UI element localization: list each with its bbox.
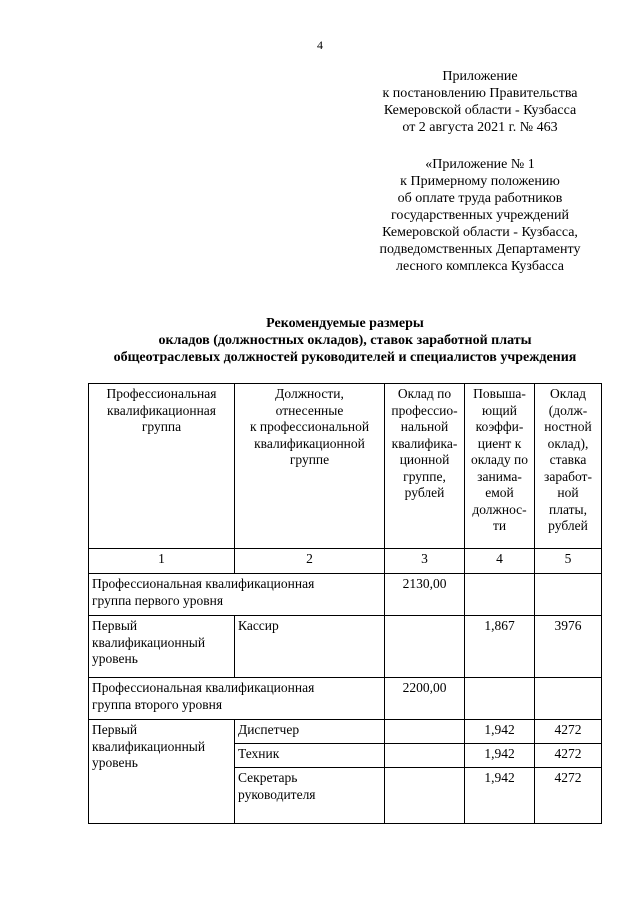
position-coefficient: 1,942 xyxy=(465,768,535,824)
header-text: ностной xyxy=(544,419,592,434)
appendix-ref-line: подведомственных Департаменту xyxy=(379,242,581,257)
position-coefficient: 1,867 xyxy=(465,616,535,678)
header-cell-positions xyxy=(235,384,385,549)
header-cell-group xyxy=(89,384,235,549)
empty-cell xyxy=(385,616,465,678)
table-row xyxy=(89,616,602,678)
empty-cell xyxy=(385,744,465,768)
header-text: Профессиональная xyxy=(106,386,217,401)
appendix-header-line: Кемеровской области - Кузбасса xyxy=(383,103,577,118)
header-cell-salary xyxy=(535,384,602,549)
position-title: Техник xyxy=(235,744,385,768)
header-text: занима- xyxy=(477,468,522,484)
header-text: ной xyxy=(557,485,579,500)
header-text: платы, xyxy=(549,501,587,517)
header-text: Должности, xyxy=(275,386,344,401)
appendix-ref-line: Кемеровской области - Кузбасса, xyxy=(382,225,578,240)
header-text: циент к xyxy=(477,435,522,451)
group-base-salary: 2200,00 xyxy=(385,678,465,720)
appendix-ref-line: государственных учреждений xyxy=(391,208,569,223)
group-row xyxy=(89,678,602,720)
header-cell-base-salary xyxy=(385,384,465,549)
title-line: общеотраслевых должностей руководителей и специалистов учреждения xyxy=(113,350,577,365)
header-text: квалифика- xyxy=(391,435,458,451)
appendix-header-line: к постановлению Правительства xyxy=(382,86,578,101)
level-line: уровень xyxy=(92,755,138,770)
header-text: Оклад xyxy=(550,386,586,401)
group-name-line: группа второго уровня xyxy=(92,696,223,712)
level-line: квалификационный xyxy=(92,738,206,754)
appendix-header-line: Приложение xyxy=(442,69,518,84)
salary-table xyxy=(88,383,602,824)
empty-cell xyxy=(535,574,602,616)
header-text: ционной xyxy=(399,452,450,467)
position-salary: 4272 xyxy=(535,768,602,824)
group-name-line: Профессиональная квалификационная xyxy=(92,680,315,695)
column-number: 3 xyxy=(385,549,465,574)
header-text: рублей xyxy=(548,518,588,533)
position-salary: 3976 xyxy=(535,616,602,678)
position-coefficient: 1,942 xyxy=(465,744,535,768)
header-text: коэффи- xyxy=(475,419,524,434)
header-cell-coefficient xyxy=(465,384,535,549)
title-line: окладов (должностных окладов), ставок заработной платы xyxy=(158,333,532,348)
group-name-line: Профессиональная квалификационная xyxy=(92,576,315,591)
appendix-ref-line: к Примерному положению xyxy=(400,174,560,189)
header-text: окладу по xyxy=(470,452,528,467)
level-line: Первый xyxy=(92,722,138,737)
column-number: 2 xyxy=(235,549,385,574)
column-number: 1 xyxy=(89,549,235,574)
column-number: 5 xyxy=(535,549,602,574)
table-header-row xyxy=(89,384,602,549)
group-name xyxy=(89,574,385,616)
position-title: Кассир xyxy=(235,616,385,678)
position-salary: 4272 xyxy=(535,744,602,768)
header-text: должнос- xyxy=(472,501,527,517)
position-coefficient: 1,942 xyxy=(465,720,535,744)
empty-cell xyxy=(385,768,465,824)
appendix-ref-line: об оплате труда работников xyxy=(397,191,563,206)
page-number: 4 xyxy=(317,38,323,52)
level-line: уровень xyxy=(92,651,138,666)
header-text: оклад), xyxy=(547,435,589,451)
header-text: заработ- xyxy=(544,468,592,484)
level-line: Первый xyxy=(92,618,138,633)
header-text: группе, xyxy=(403,468,446,484)
header-text: рублей xyxy=(404,485,445,500)
position-title xyxy=(235,768,385,824)
empty-cell xyxy=(465,574,535,616)
empty-cell xyxy=(535,678,602,720)
appendix-header xyxy=(360,68,600,136)
header-text: Оклад по xyxy=(397,386,452,401)
header-text: ставка xyxy=(549,452,587,467)
group-base-salary: 2130,00 xyxy=(385,574,465,616)
appendix-header-line: от 2 августа 2021 г. № 463 xyxy=(402,120,558,135)
header-text: группа xyxy=(141,419,182,434)
qualification-level xyxy=(89,720,235,824)
position-title-line: руководителя xyxy=(238,786,316,802)
header-text: профессио- xyxy=(391,402,458,418)
title-line: Рекомендуемые размеры xyxy=(266,316,424,331)
header-text: нальной xyxy=(400,419,449,434)
header-text: к профессиональной xyxy=(249,419,370,434)
empty-cell xyxy=(385,720,465,744)
position-salary: 4272 xyxy=(535,720,602,744)
appendix-ref-line: «Приложение № 1 xyxy=(425,157,535,172)
header-text: группе xyxy=(289,452,330,467)
header-text: емой xyxy=(485,485,514,500)
group-name-line: группа первого уровня xyxy=(92,592,224,608)
header-text: (долж- xyxy=(548,402,588,418)
appendix-ref-line: лесного комплекса Кузбасса xyxy=(395,259,565,274)
empty-cell xyxy=(465,678,535,720)
header-text: квалификационной xyxy=(254,435,365,451)
column-number: 4 xyxy=(465,549,535,574)
column-number-row xyxy=(89,549,602,574)
qualification-level xyxy=(89,616,235,678)
document-title xyxy=(60,315,630,366)
header-text: ти xyxy=(492,518,507,533)
level-line: квалификационный xyxy=(92,634,206,650)
header-text: ющий xyxy=(482,402,517,418)
position-title-line: Секретарь xyxy=(238,770,298,785)
group-row xyxy=(89,574,602,616)
table-row xyxy=(89,720,602,744)
appendix-reference xyxy=(360,156,600,275)
header-text: квалификационная xyxy=(107,402,216,418)
header-text: Повыша- xyxy=(473,386,526,401)
header-text: отнесенные xyxy=(275,402,344,418)
position-title: Диспетчер xyxy=(235,720,385,744)
group-name xyxy=(89,678,385,720)
